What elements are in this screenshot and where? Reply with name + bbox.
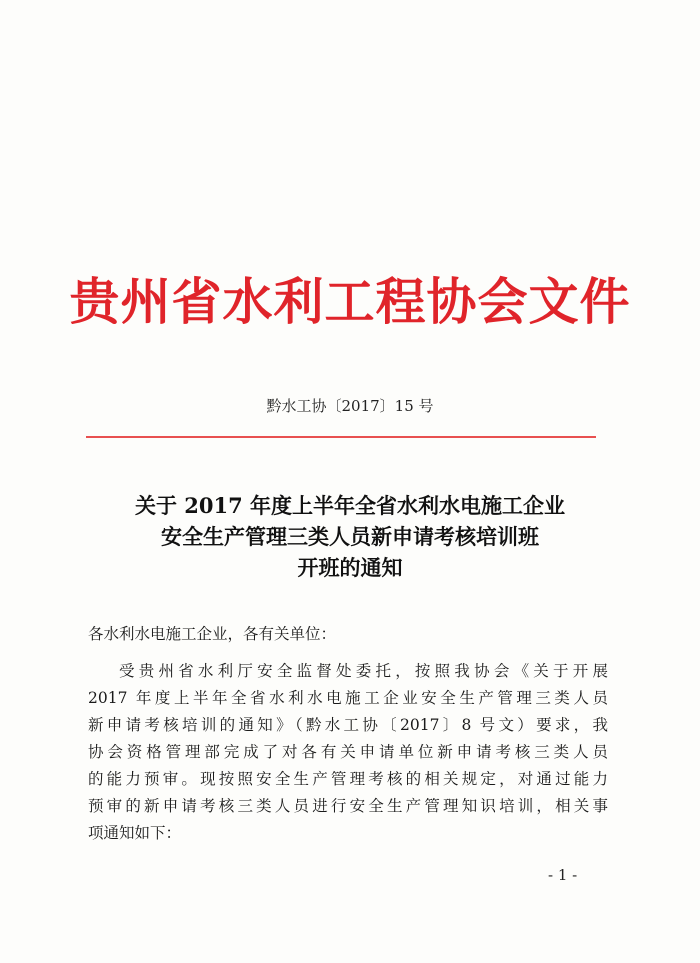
letterhead-title: 贵州省水利工程协会文件	[69, 273, 631, 331]
body-line-2: 2017 年度上半年全省水利水电施工企业安全生产管理三类人员	[88, 689, 608, 707]
body-line-1: 受贵州省水利厅安全监督处委托，按照我协会《关于开展	[119, 662, 608, 680]
notice-title-line-2: 安全生产管理三类人员新申请考核培训班	[161, 524, 539, 549]
body-line-4: 协会资格管理部完成了对各有关申请单位新申请考核三类人员	[88, 743, 608, 761]
document-number: 黔水工协〔2017〕15 号	[266, 397, 434, 415]
salutation: 各水利水电施工企业，各有关单位：	[88, 625, 337, 643]
body-line-6: 预审的新申请考核三类人员进行安全生产管理知识培训，相关事	[88, 797, 608, 815]
body-line-3: 新申请考核培训的通知》（黔水工协〔2017〕8 号文）要求，我	[88, 716, 608, 734]
body-paragraph	[88, 658, 608, 847]
body-line-7: 项通知如下：	[88, 824, 182, 842]
notice-title-line-3: 开班的通知	[297, 555, 403, 580]
notice-title	[0, 490, 700, 583]
page-number: - 1 -	[548, 866, 578, 884]
body-line-5: 的能力预审。现按照安全生产管理考核的相关规定，对通过能力	[88, 770, 608, 788]
notice-title-line-1: 关于 2017 年度上半年全省水利水电施工企业	[134, 493, 566, 518]
red-divider-line	[86, 436, 596, 438]
